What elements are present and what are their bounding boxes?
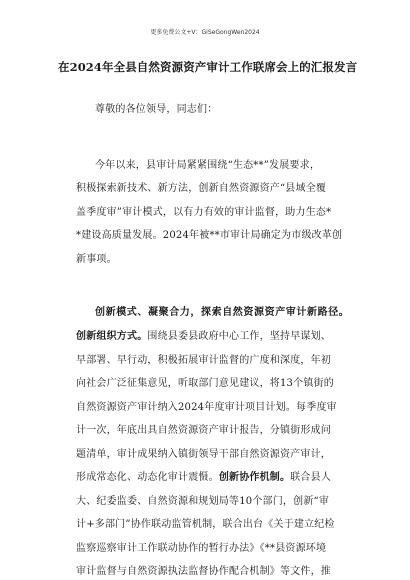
section1-line: 大、纪委监委、自然资源和规划局等10个部门，创新“审: [76, 496, 330, 507]
paragraph1-line: 今年以来，县审计局紧紧围绕“生态**”发展要求，: [95, 160, 321, 171]
section1-line: 计+多部门”协作联动监管机制，联合出台《关于建立纪检: [76, 519, 335, 530]
paragraph1-line: 新事项。: [76, 254, 117, 265]
paragraph1-line: *建设高质量发展。2024年被**市审计局确定为市级改革创: [76, 230, 343, 241]
section1-line: 早部署、早行动，积极拓展审计监督的广度和深度，年初: [76, 355, 331, 366]
section1-line: 监察巡察审计工作联动协作的暂行办法》《**县资源环境: [76, 543, 327, 554]
paragraph1-line: 积极探索新技术、新方法，创新自然资源资产“县域全覆: [76, 183, 327, 194]
section1-line: 计一次，年底出具自然资源资产审计报告，分镇街形成问: [76, 425, 331, 436]
section1-text: 形成常态化、动态化审计震慑。: [76, 472, 219, 483]
header-note: 更多免费公文+V：GiSeGongWen2024: [150, 29, 260, 36]
paragraph1-line: 盖季度审”审计模式，以有力有效的审计监督，助力生态*: [76, 207, 332, 218]
subsection-heading: 创新组织方式。: [76, 331, 148, 342]
section1-text: 围绕县委县政府中心工作，坚持早谋划、: [147, 331, 332, 342]
salutation: 尊敬的各位领导，同志们：: [95, 104, 218, 115]
section1-text: 联合县人: [290, 472, 332, 483]
page-title: 在2024年全县自然资源资产审计工作联席会上的汇报发言: [58, 60, 358, 74]
section1-line: 自然资源资产审计纳入2024年度审计项目计划。每季度审: [76, 402, 337, 413]
section1-line: [76, 327, 331, 342]
section1-line: [76, 468, 331, 483]
section1-line: 向社会广泛征集意见，听取部门意见建议，将13个镇街的: [76, 378, 334, 389]
section1-line: 题清单，审计成果纳入镇街领导干部自然资源资产审计，: [76, 449, 331, 460]
section1-line: 审计监督与自然资源执法监督协作配合机制》等文件，推: [76, 566, 331, 577]
subsection-heading: 创新协作机制。: [218, 472, 291, 483]
section1-heading: 创新模式、凝聚合力，探索自然资源资产审计新路径。: [95, 307, 350, 318]
